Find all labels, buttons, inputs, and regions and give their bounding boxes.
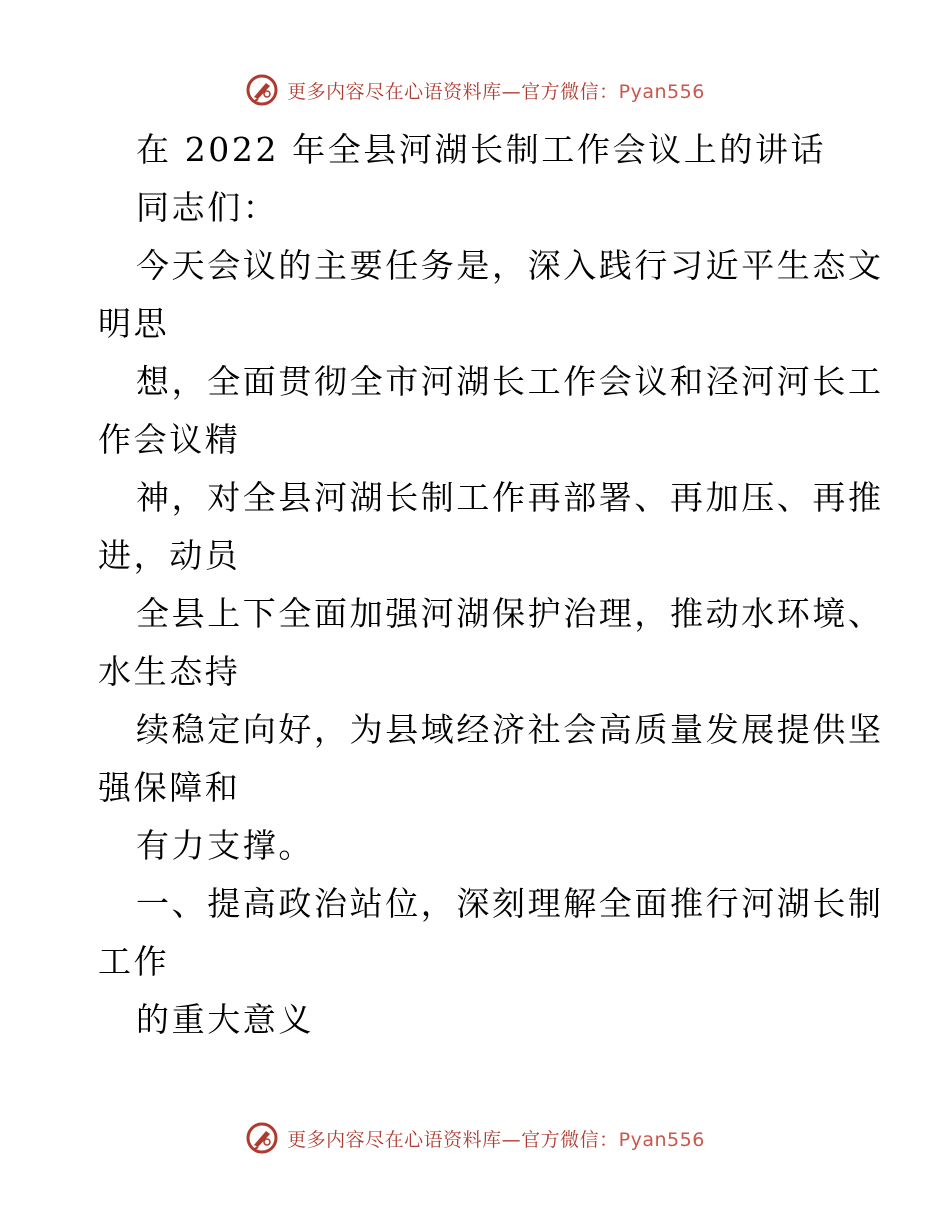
footer-watermark-banner <box>0 1118 950 1158</box>
paragraph-line: 有力支撑。 <box>136 826 314 865</box>
watermark-label: 更多内容尽在心语资料库—官方微信： <box>287 1128 619 1151</box>
paragraph-line: 续稳定向好，为县域经济社会高质量发展提供坚 <box>136 710 884 749</box>
document-body <box>98 121 884 1049</box>
watermark-wechat-id: Pyan556 <box>618 1128 705 1151</box>
watermark-text <box>287 1125 705 1152</box>
paragraph-line: 全县上下全面加强河湖保护治理，推动水环境、 <box>136 594 884 633</box>
watermark-wechat-id: Pyan556 <box>618 80 705 103</box>
document-title: 在 2022 年全县河湖长制工作会议上的讲话 <box>136 130 827 169</box>
watermark-label: 更多内容尽在心语资料库—官方微信： <box>287 80 619 103</box>
paragraph-line: 的重大意义 <box>136 1000 314 1039</box>
paragraph-line: 水生态持 <box>98 652 241 691</box>
paragraph-line: 强保障和 <box>98 768 241 807</box>
paragraph-line: 神，对全县河湖长制工作再部署、再加压、再推 <box>136 478 884 517</box>
paragraph-line: 想，全面贯彻全市河湖长工作会议和泾河河长工 <box>136 362 884 401</box>
paragraph-line: 工作 <box>98 942 170 981</box>
paragraph-line: 同志们： <box>136 188 279 227</box>
paragraph-line: 今天会议的主要任务是，深入践行习近平生态文 <box>136 246 884 285</box>
paragraph-line: 作会议精 <box>98 420 241 459</box>
watermark-text <box>287 77 705 104</box>
paragraph-line: 一、提高政治站位，深刻理解全面推行河湖长制 <box>136 884 884 923</box>
paragraph-line: 进，动员 <box>98 536 241 575</box>
quill-logo-icon <box>245 73 279 107</box>
paragraph-line: 明思 <box>98 304 170 343</box>
quill-logo-icon <box>245 1121 279 1155</box>
header-watermark-banner <box>0 70 950 110</box>
